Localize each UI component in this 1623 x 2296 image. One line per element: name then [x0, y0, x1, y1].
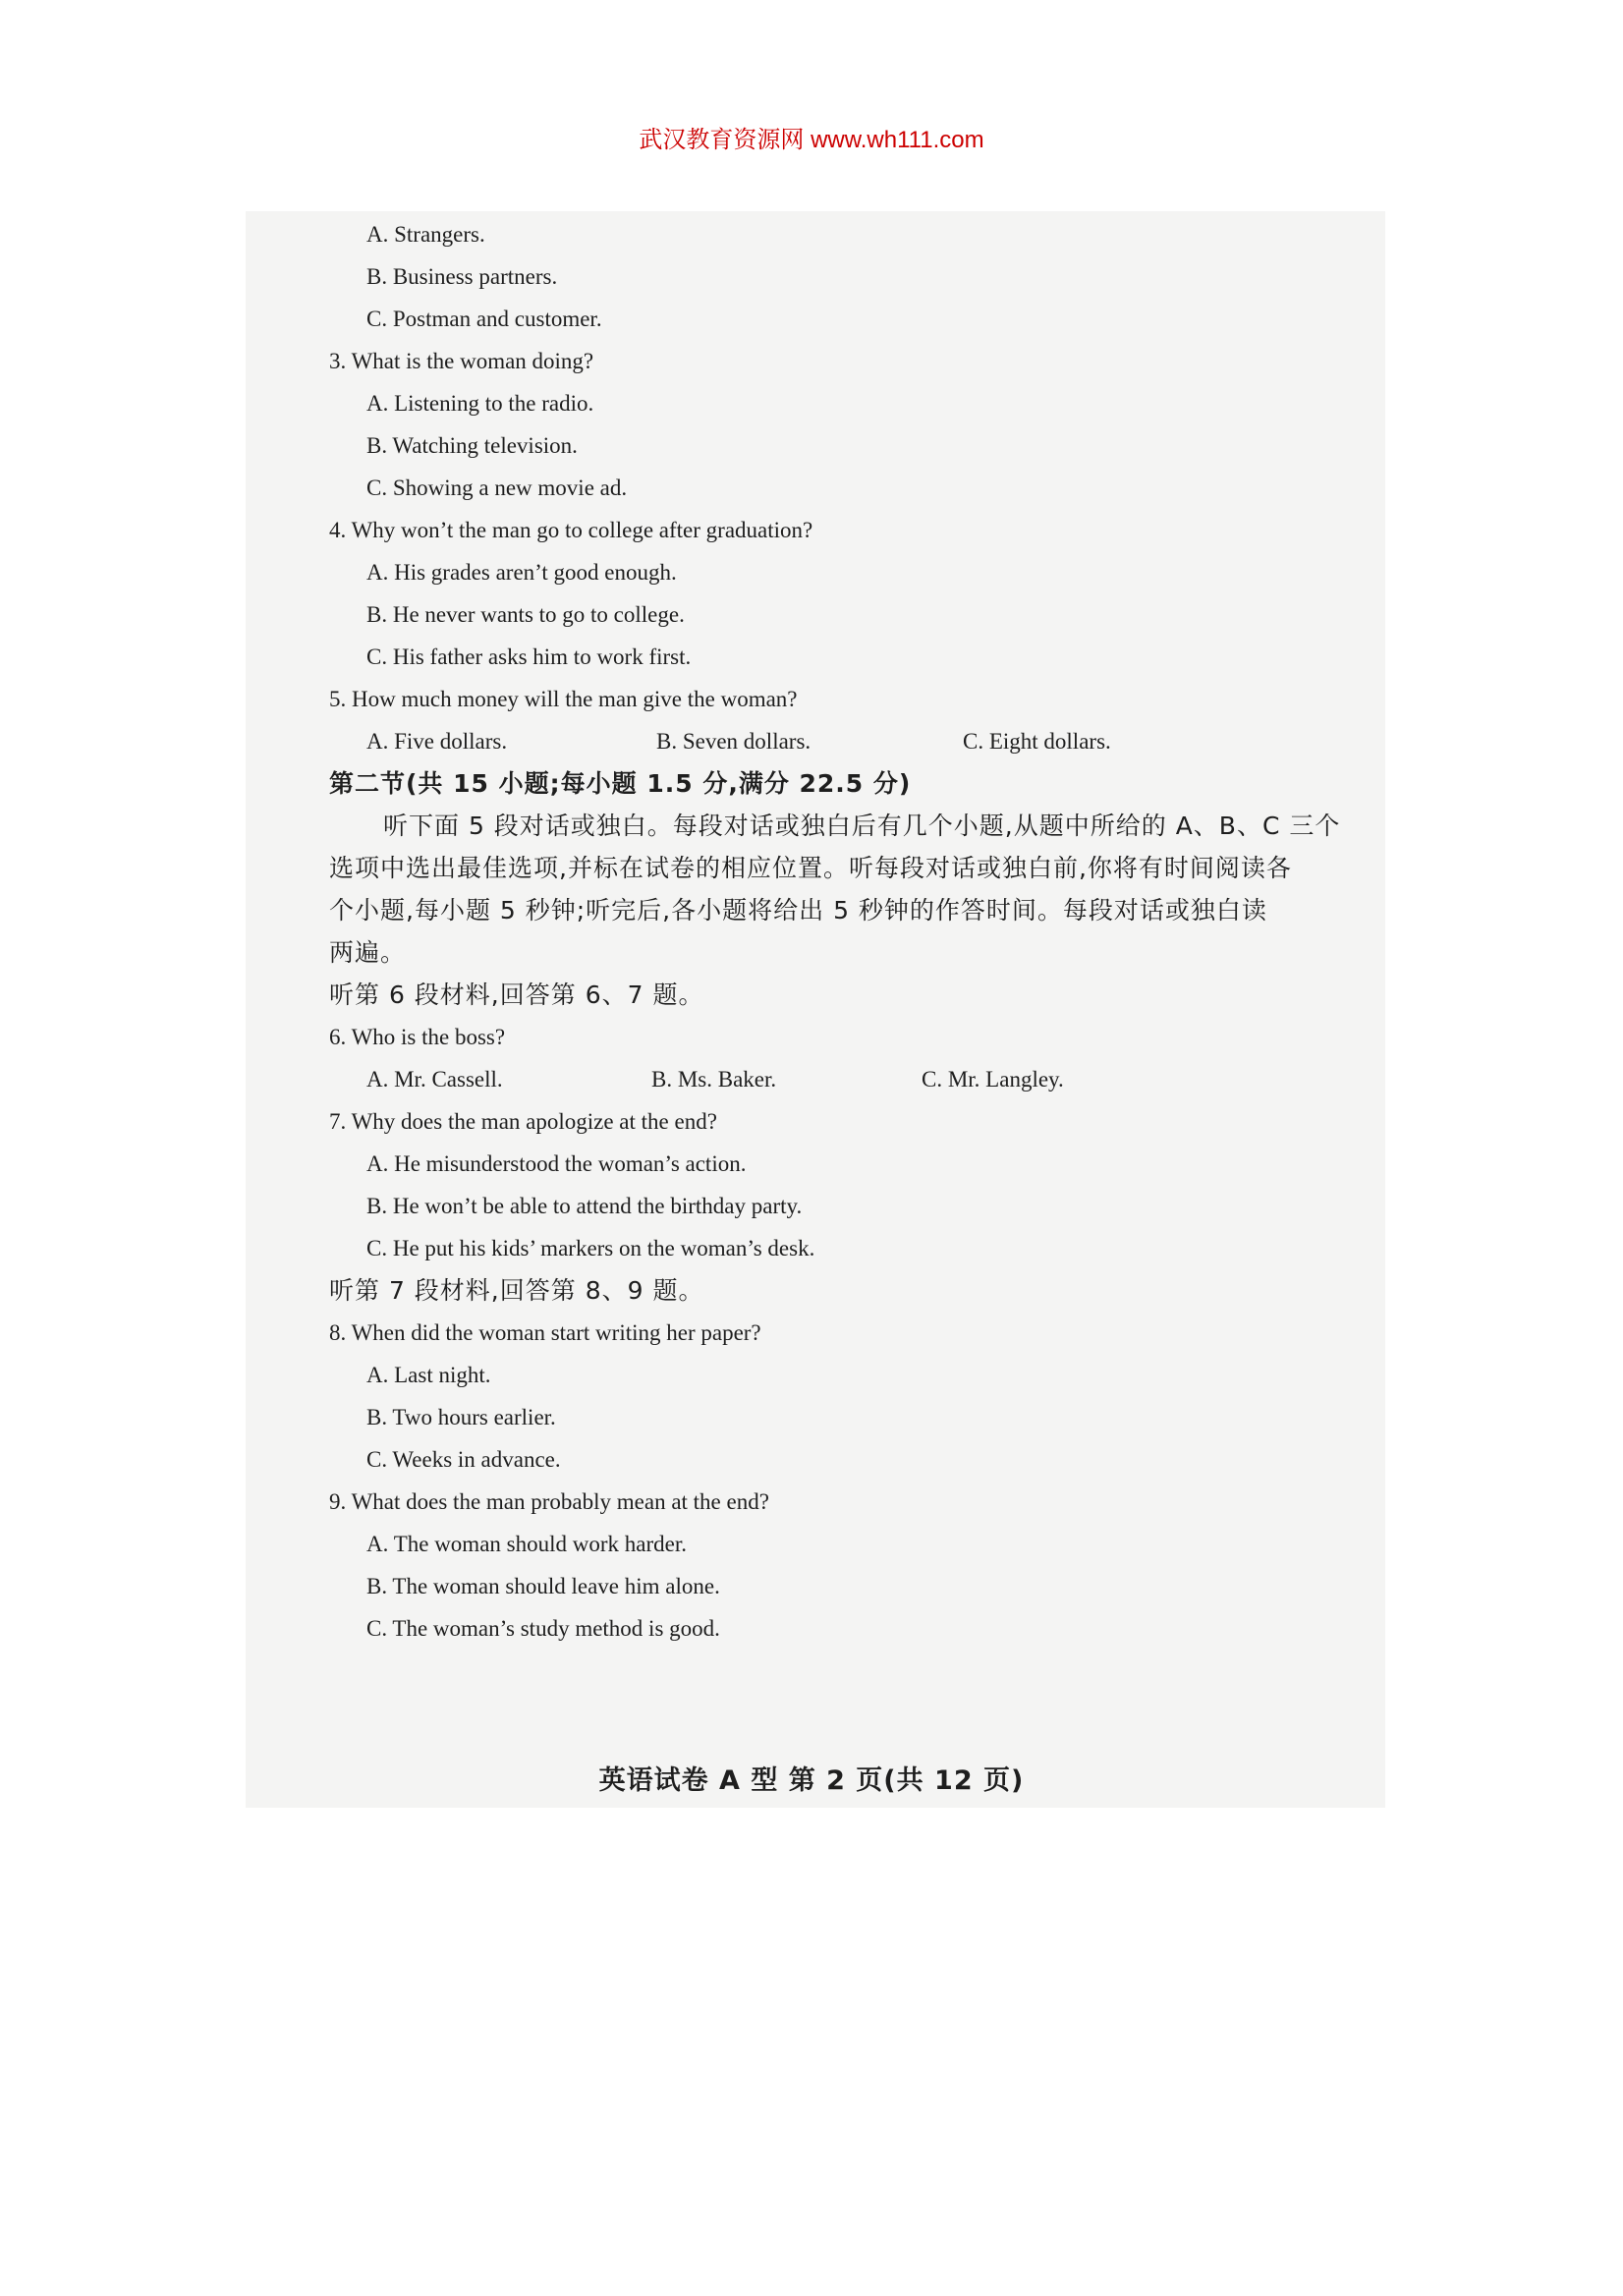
q8-option-a: A. Last night.: [366, 1363, 491, 1387]
section-2-instruction-line-1: 听下面 5 段对话或独白。每段对话或独白后有几个小题,从题中所给的 A、B、C 三个: [383, 812, 1341, 840]
q3-stem: 3. What is the woman doing?: [329, 349, 594, 373]
q6-options-row: [0, 1065, 1623, 1094]
q2-option-b: B. Business partners.: [366, 264, 558, 289]
q3-option-c: C. Showing a new movie ad.: [366, 476, 628, 500]
q5-option-b: B. Seven dollars.: [656, 729, 812, 754]
section-2-instruction-line-4: 两遍。: [329, 938, 407, 967]
q8-option-c: C. Weeks in advance.: [366, 1447, 561, 1472]
q7-option-c: C. He put his kids’ markers on the woman’s desk.: [366, 1236, 815, 1260]
q4-stem: 4. Why won’t the man go to college after graduation?: [329, 518, 813, 542]
q7-option-b: B. He won’t be able to attend the birthday party.: [366, 1194, 803, 1218]
site-watermark-header[interactable]: 武汉教育资源网 www.wh111.com: [639, 127, 984, 153]
q8-option-b: B. Two hours earlier.: [366, 1405, 556, 1429]
passage-7-intro: 听第 7 段材料,回答第 8、9 题。: [329, 1276, 704, 1305]
q4-option-b: B. He never wants to go to college.: [366, 602, 685, 627]
q9-option-c: C. The woman’s study method is good.: [366, 1616, 720, 1641]
q4-option-c: C. His father asks him to work first.: [366, 644, 692, 669]
q5-options-row: [0, 727, 1623, 756]
q2-option-a: A. Strangers.: [366, 222, 485, 247]
q6-option-c: C. Mr. Langley.: [922, 1067, 1064, 1092]
q3-option-a: A. Listening to the radio.: [366, 391, 594, 416]
q6-option-a: A. Mr. Cassell.: [366, 1067, 503, 1092]
q5-option-a: A. Five dollars.: [366, 729, 508, 754]
q9-option-a: A. The woman should work harder.: [366, 1532, 687, 1556]
section-2-heading: 第二节(共 15 小题;每小题 1.5 分,满分 22.5 分): [329, 769, 912, 798]
section-2-instruction-line-2: 选项中选出最佳选项,并标在试卷的相应位置。听每段对话或独白前,你将有时间阅读各: [329, 854, 1292, 882]
q2-option-c: C. Postman and customer.: [366, 307, 602, 331]
q9-stem: 9. What does the man probably mean at the end?: [329, 1489, 769, 1514]
q6-stem: 6. Who is the boss?: [329, 1025, 506, 1049]
q3-option-b: B. Watching television.: [366, 433, 578, 458]
q9-option-b: B. The woman should leave him alone.: [366, 1574, 720, 1598]
page-footer: 英语试卷 A 型 第 2 页(共 12 页): [598, 1765, 1025, 1796]
q5-option-c: C. Eight dollars.: [963, 729, 1111, 754]
q4-option-a: A. His grades aren’t good enough.: [366, 560, 677, 585]
q8-stem: 8. When did the woman start writing her paper?: [329, 1320, 761, 1345]
q7-stem: 7. Why does the man apologize at the end?: [329, 1109, 717, 1134]
q5-stem: 5. How much money will the man give the woman?: [329, 687, 798, 711]
passage-6-intro: 听第 6 段材料,回答第 6、7 题。: [329, 980, 704, 1009]
section-2-instruction-line-3: 个小题,每小题 5 秒钟;听完后,各小题将给出 5 秒钟的作答时间。每段对话或独白读: [329, 896, 1267, 924]
q6-option-b: B. Ms. Baker.: [651, 1067, 777, 1092]
q7-option-a: A. He misunderstood the woman’s action.: [366, 1151, 747, 1176]
